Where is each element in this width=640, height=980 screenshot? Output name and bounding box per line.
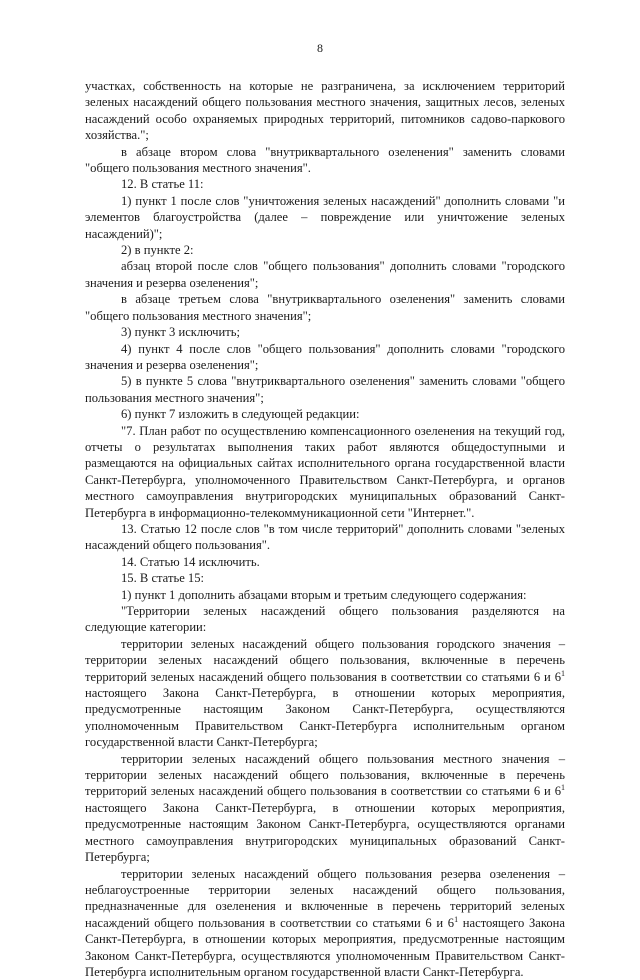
paragraph: 1) пункт 1 после слов "уничтожения зеленых насаждений" дополнить словами "и элементов благоустройства (далее – повреждение или уничтожение зеленых насаждений)"; (85, 193, 565, 242)
paragraph: территории зеленых насаждений общего пользования местного значения – территории зеленых насаждений общего пользования, включенные в перечень территорий зеленых насаждений общего пользования в соответствии со статьями 6 и $6^1$ настоящего Закона Санкт-Петербурга, в отношении которых мероприятия, предусмотренные настоящим Законом Санкт-Петербурга, осуществляются органами местного самоуправления внутригородских муниципальных образований Санкт-Петербурга; (85, 751, 565, 866)
paragraph: "7. План работ по осуществлению компенсационного озеленения на текущий год, отчеты о результатах выполнения таких работ являются общедоступными и размещаются на официальных сайтах исполнительного органа государственной власти Санкт-Петербурга, уполномоченного Правительством Санкт-Петербурга, и органов местного самоуправления внутригородских муниципальных образований Санкт-Петербурга в информационно-телекоммуникационной сети "Интернет.". (85, 423, 565, 521)
page-number: 8 (0, 40, 640, 56)
paragraph: 13. Статью 12 после слов "в том числе территорий" дополнить словами "зеленых насаждений общего пользования". (85, 521, 565, 554)
paragraph: 14. Статью 14 исключить. (85, 554, 565, 570)
paragraph: 6) пункт 7 изложить в следующей редакции: (85, 406, 565, 422)
paragraph: в абзаце втором слова "внутриквартального озеленения" заменить словами "общего пользования местного значения". (85, 144, 565, 177)
paragraph: 12. В статье 11: (85, 176, 565, 192)
paragraph: 3) пункт 3 исключить; (85, 324, 565, 340)
document-body (85, 78, 565, 980)
paragraph: территории зеленых насаждений общего пользования городского значения – территории зеленых насаждений общего пользования, включенные в перечень территорий зеленых насаждений общего пользования в соответствии со статьями 6 и $6^1$ настоящего Закона Санкт-Петербурга, в отношении которых мероприятия, предусмотренные настоящим Законом Санкт-Петербурга, осуществляются уполномоченным Правительством Санкт-Петербурга исполнительным органом государственной власти Санкт-Петербурга; (85, 636, 565, 751)
paragraph: в абзаце третьем слова "внутриквартального озеленения" заменить словами "общего пользования местного значения"; (85, 291, 565, 324)
paragraph: абзац второй после слов "общего пользования" дополнить словами "городского значения и резерва озеленения"; (85, 258, 565, 291)
paragraph: 15. В статье 15: (85, 570, 565, 586)
paragraph: "Территории зеленых насаждений общего пользования разделяются на следующие категории: (85, 603, 565, 636)
paragraph: территории зеленых насаждений общего пользования резерва озеленения – неблагоустроенные территории зеленых насаждений общего пользования, предназначенные для озеленения и включенные в перечень территорий зеленых насаждений общего пользования в соответствии со статьями 6 и $6^1$ настоящего Закона Санкт-Петербурга, в отношении которых мероприятия, предусмотренные настоящим Законом Санкт-Петербурга, осуществляются уполномоченным Правительством Санкт-Петербурга исполнительным органом государственной власти Санкт-Петербурга. (85, 866, 565, 980)
paragraph: 4) пункт 4 после слов "общего пользования" дополнить словами "городского значения и резерва озеленения"; (85, 341, 565, 374)
paragraph: 2) в пункте 2: (85, 242, 565, 258)
paragraph: 1) пункт 1 дополнить абзацами вторым и третьим следующего содержания: (85, 587, 565, 603)
paragraph: участках, собственность на которые не разграничена, за исключением территорий зеленых насаждений общего пользования местного значения, защитных лесов, зеленых насаждений особо охраняемых природных территорий, питомников садово-паркового хозяйства."; (85, 78, 565, 144)
paragraph: 5) в пункте 5 слова "внутриквартального озеленения" заменить словами "общего пользования местного значения"; (85, 373, 565, 406)
